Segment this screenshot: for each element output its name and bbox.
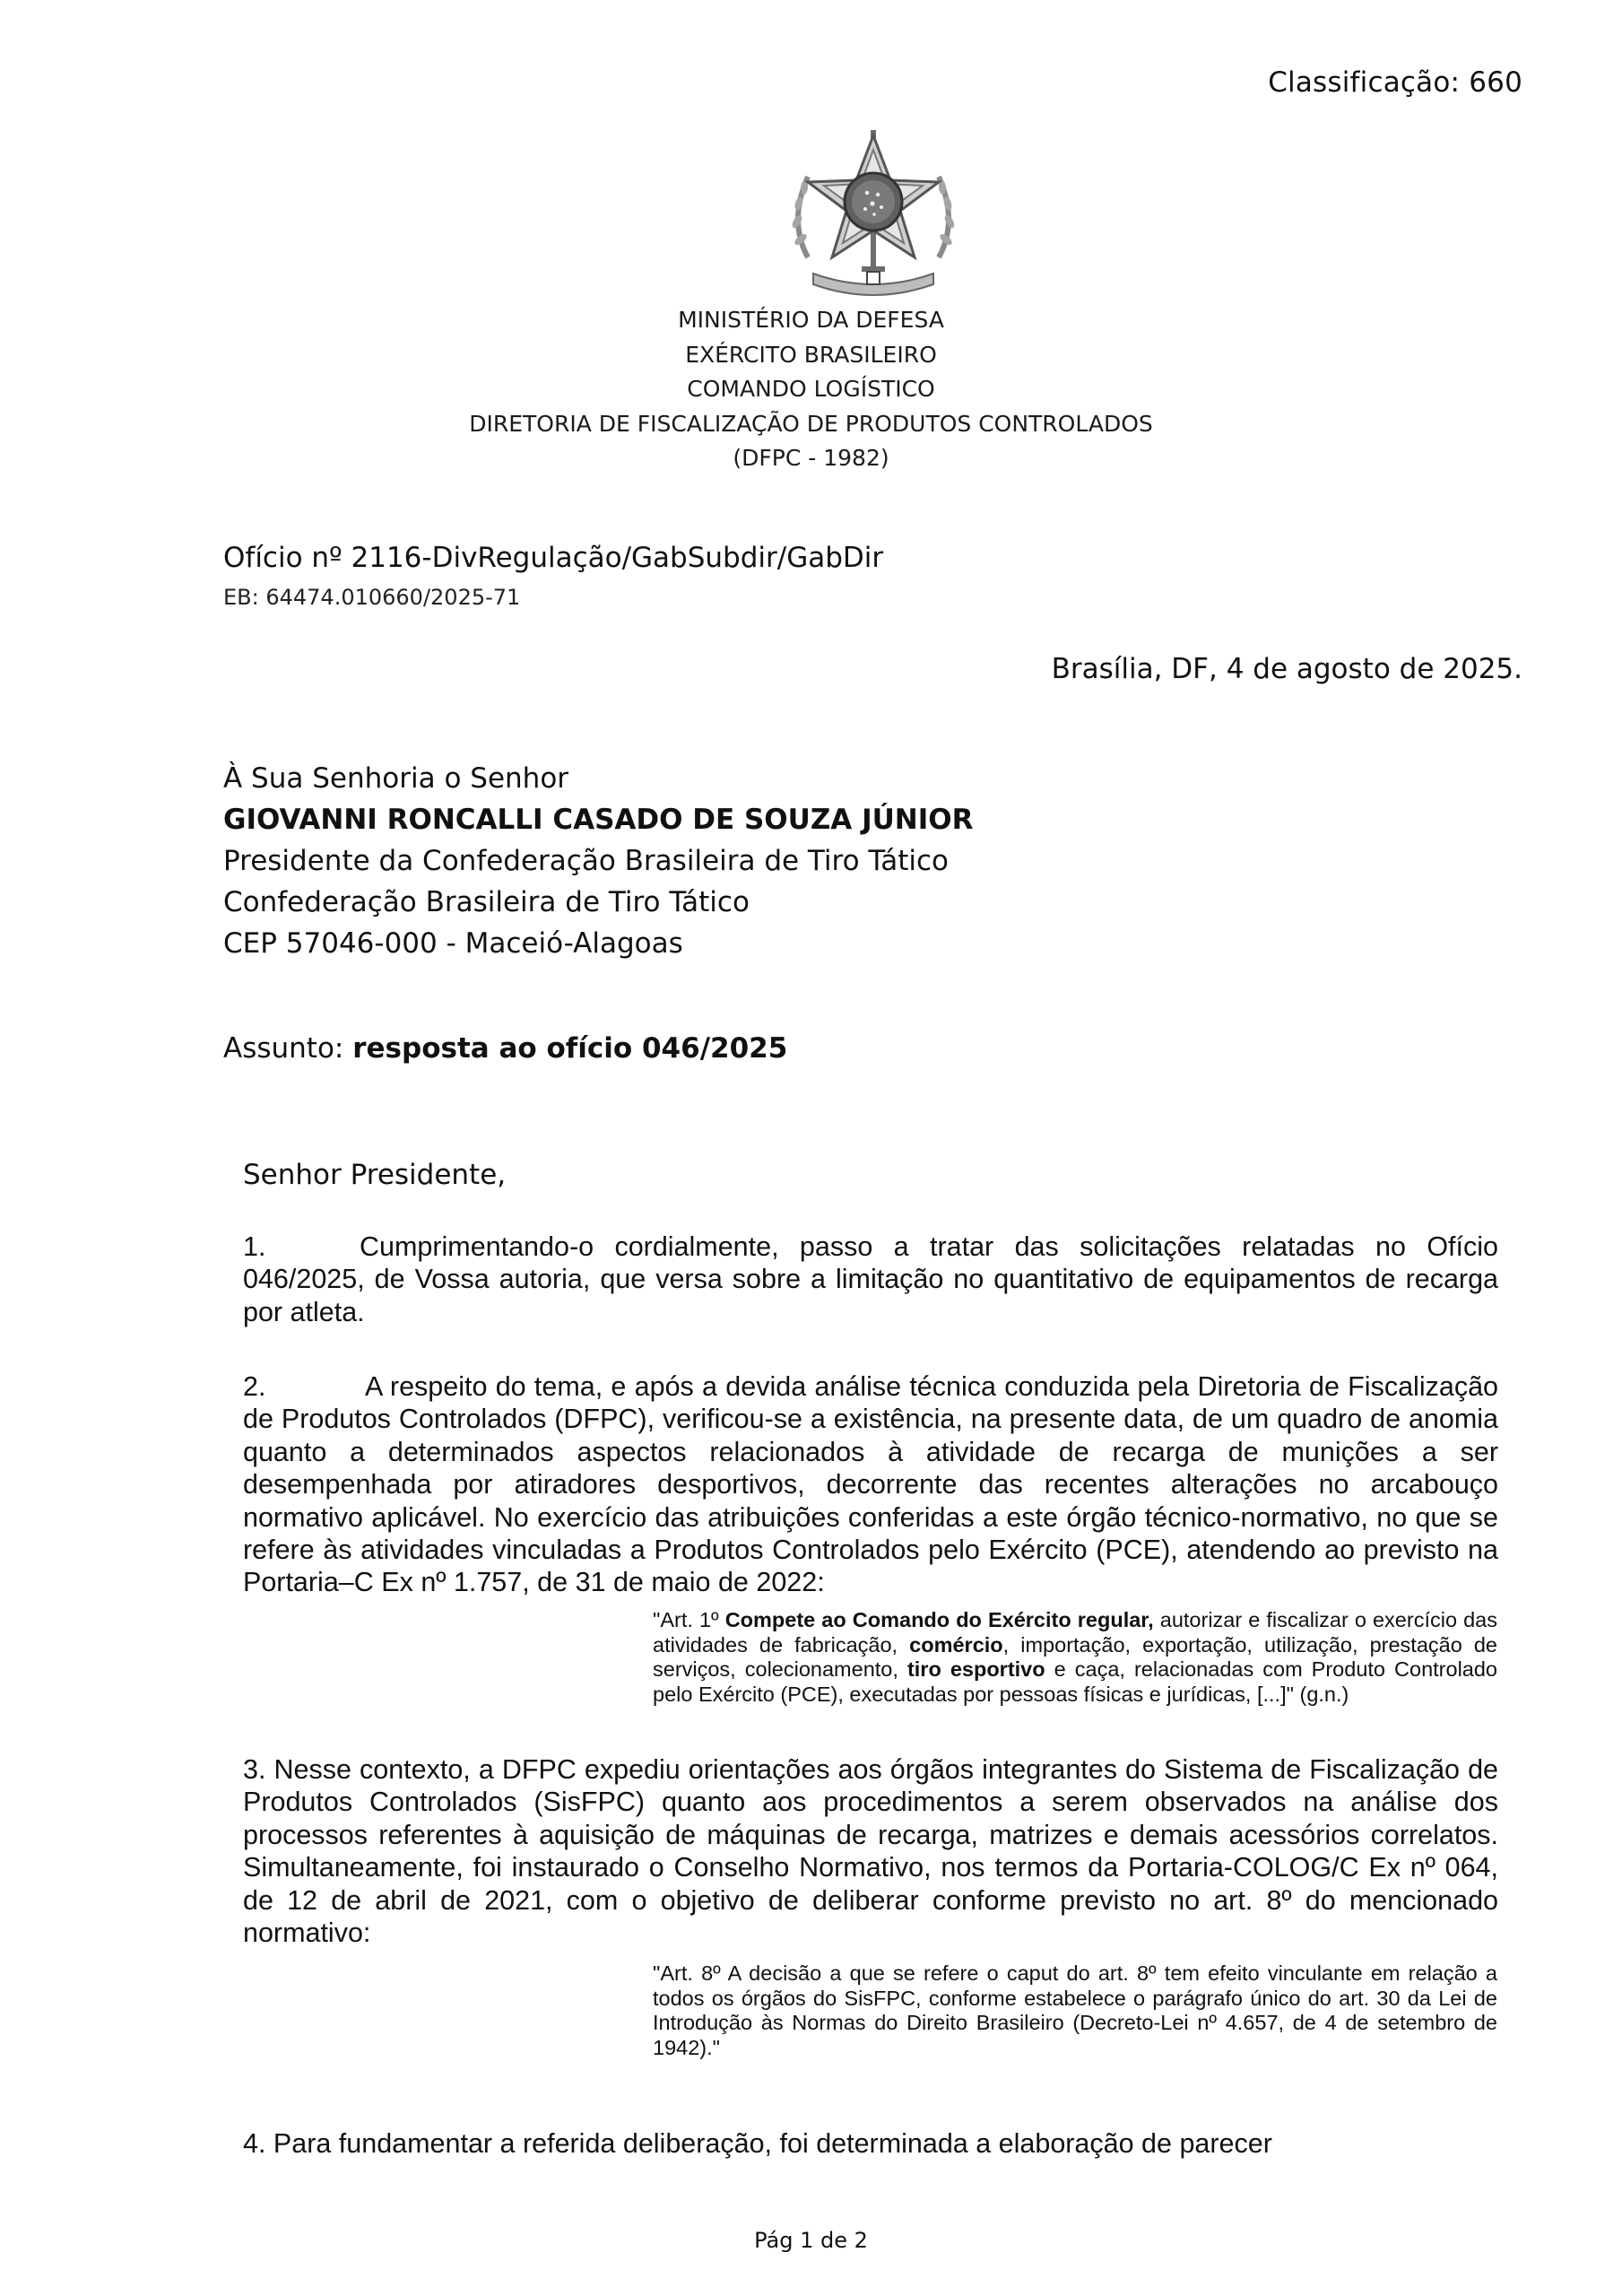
header-line-army: EXÉRCITO BRASILEIRO <box>685 341 937 368</box>
header-line-directorate: DIRETORIA DE FISCALIZAÇÃO DE PRODUTOS CONTROLADOS <box>469 410 1153 437</box>
quote-emphasis: comércio <box>909 1632 1003 1657</box>
quote-text: e caça, relacionadas com Produto Controlado pelo Exército (PCE), executadas por pessoas físicas e jurídicas, [...]" (g.n.) <box>653 1657 1497 1706</box>
addressee-role: Presidente da Confederação Brasileira de Tiro Tático <box>223 845 949 877</box>
paragraph-4: 4. Para fundamentar a referida deliberação, foi determinada a elaboração de parecer <box>243 2128 1272 2159</box>
subject-value: resposta ao ofício 046/2025 <box>352 1032 788 1065</box>
paragraph-2 <box>243 1370 1498 1599</box>
quote-text: autorizar e fiscalizar o exercício das atividades de fabricação, <box>653 1608 1497 1657</box>
header-line-abbrev: (DFPC - 1982) <box>733 445 889 471</box>
subject-label: Assunto: <box>223 1032 353 1065</box>
classification-label: Classificação: 660 <box>1268 66 1522 99</box>
eb-protocol-number: EB: 64474.010660/2025-71 <box>223 585 521 610</box>
page-number: Pág 1 de 2 <box>754 2228 868 2253</box>
addressee-block <box>223 758 974 964</box>
brazil-coat-of-arms-icon <box>781 123 966 299</box>
quote-emphasis: tiro esportivo <box>906 1657 1045 1682</box>
quote-art-1 <box>653 1608 1497 1707</box>
quote-emphasis: Compete ao Comando do Exército regular, <box>724 1608 1154 1631</box>
paragraph-number: 1. <box>243 1231 266 1262</box>
paragraph-text: Cumprimentando-o cordialmente, passo a tratar das solicitações relatadas no Ofício 046/2025, de Vossa autoria, que versa sobre a limitação no quantitativo de equipamentos de recarga por atleta. <box>243 1231 1498 1327</box>
document-header <box>0 303 1622 476</box>
paragraph-3: 3. Nesse contexto, a DFPC expediu orientações aos órgãos integrantes do Sistema de Fiscalização de Produtos Controlados (SisFPC) quanto aos procedimentos a serem observados na análise dos processos referentes à aquisição de máquinas de recarga, matrizes e demais acessórios correlatos. Simultaneamente, foi instaurado o Conselho Normativo, nos termos da Portaria-COLOG/C Ex nº 064, de 12 de abril de 2021, com o objetivo de deliberar conforme previsto no art. 8º do mencionado normativo: <box>243 1754 1498 1949</box>
paragraph-text: A respeito do tema, e após a devida análise técnica conduzida pela Diretoria de Fiscalização de Produtos Controlados (DFPC), verificou-se a existência, na presente data, de um quadro de anomia quanto a determinados aspectos relacionados à atividade de recarga de munições a ser desempenhada por atiradores desportivos, decorrente das recentes alterações no arcabouço normativo aplicável. No exercício das atribuições conferidas a este órgão técnico-normativo, no que se refere às atividades vinculadas a Produtos Controlados pelo Exército (PCE), atendendo ao previsto na Portaria–C Ex nº 1.757, de 31 de maio de 2022: <box>243 1371 1498 1598</box>
addressee-address: CEP 57046-000 - Maceió-Alagoas <box>223 927 683 960</box>
oficio-number: Ofício nº 2116-DivRegulação/GabSubdir/GabDir <box>223 542 884 574</box>
document-date: Brasília, DF, 4 de agosto de 2025. <box>1051 653 1522 685</box>
addressee-name: GIOVANNI RONCALLI CASADO DE SOUZA JÚNIOR <box>223 804 974 836</box>
header-line-ministry: MINISTÉRIO DA DEFESA <box>678 307 944 333</box>
quote-text: , importação, exportação, utilização, prestação de serviços, colecionamento, <box>653 1632 1497 1682</box>
paragraph-1 <box>243 1231 1498 1328</box>
paragraph-number: 2. <box>243 1371 266 1402</box>
quote-art-8: "Art. 8º A decisão a que se refere o caput do art. 8º tem efeito vinculante em relação a todos os órgãos do SisFPC, conforme estabelece o parágrafo único do art. 30 da Lei de Introdução às Normas do Direito Brasileiro (Decreto-Lei nº 4.657, de 4 de setembro de 1942)." <box>653 1961 1497 2059</box>
addressee-organization: Confederação Brasileira de Tiro Tático <box>223 886 750 918</box>
subject-line <box>223 1032 787 1065</box>
header-line-command: COMANDO LOGÍSTICO <box>687 376 935 402</box>
addressee-greeting: À Sua Senhoria o Senhor <box>223 762 569 795</box>
quote-text: "Art. 1º <box>653 1608 725 1631</box>
salutation: Senhor Presidente, <box>243 1159 507 1191</box>
